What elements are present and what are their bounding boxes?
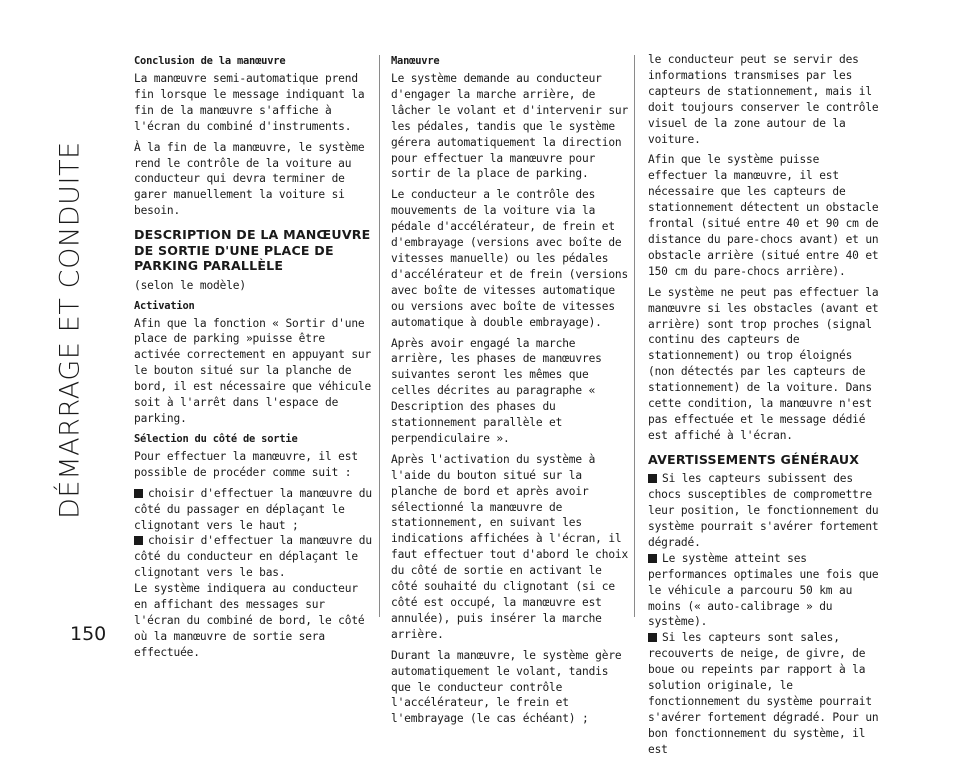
paragraph: Pour effectuer la manœuvre, il est possible de procéder comme suit : [134,449,358,479]
list-item: choisir d'effectuer la manœuvre du côté du conducteur en déplaçant le clignotant vers le bas. [134,534,372,580]
paragraph: Le système ne peut pas effectuer la manœuvre si les obstacles (avant et arrière) sont trop proches (signal continu des capteurs de stationnement) ou trop éloignés (non détectés par les capteurs de stationnement) de la voiture. Dans cette condition, la manœuvre n'est pas effectuée et le message dédié est affiché à l'écran. [648,285,879,442]
column-3 [648,52,880,758]
paragraph: Afin que la fonction « Sortir d'une place de parking »puisse être activée correctement en appuyant sur le bouton situé sur la planche de bord, il est nécessaire que véhicule soit à l'arrêt dans l'espace de parking. [134,316,372,425]
paragraph: le conducteur peut se servir des informations transmises par les capteurs de stationnement, mais il doit toujours conserver le contrôle visuel de la zone autour de la voiture. [648,53,879,146]
paragraph: Après l'activation du système à l'aide du bouton situé sur la planche de bord et après avoir sélectionné la manœuvre de stationnement, en suivant les indications affichées à l'écran, il faut effectuer tout d'abord le choix du côté de sortie en activant le côté souhaité du clignotant (si ce côté est occupé, la manœuvre est annulée), puis insérer la marche arrière. [391,452,629,641]
section-heading-exit-maneuver: DESCRIPTION DE LA MANŒUVRE DE SORTIE D'UNE PLACE DE PARKING PARALLÈLE [134,227,371,274]
paragraph: Durant la manœuvre, le système gère automatiquement le volant, tandis que le conducteur contrôle l'accélérateur, le frein et l'embrayage (le cas échéant) ; [391,648,622,726]
bullet-icon [134,489,143,498]
paragraph: Le système demande au conducteur d'engager la marche arrière, de lâcher le volant et d'intervenir sur les pédales, tandis que le système gérera automatiquement la direction pour effectuer la manœuvre pour sortir de la place de parking. [391,72,629,181]
subheading-maneuver: Manœuvre [391,55,440,67]
paragraph: Le système indiquera au conducteur en affichant des messages sur l'écran du combiné de bord, le côté où la manœuvre de sortie sera effectuée. [134,582,365,659]
paragraph: Le conducteur a le contrôle des mouvements de la voiture via la pédale d'accélérateur, de frein et d'embrayage (versions avec boîte de vitesses manuelle) ou les pédales d'accélérateur et de frein (versions avec boîte de vitesses automatique ou versions avec boîte de vitesses automatique à double embrayage). [391,188,629,329]
list-item: choisir d'effectuer la manœuvre du côté du passager en déplaçant le clignotant vers le haut ; [134,486,372,532]
bullet-icon [134,536,143,545]
column-1 [134,52,372,666]
paragraph: (selon le modèle) [134,278,246,292]
list-item: Si les capteurs sont sales, recouverts de neige, de givre, de boue ou repeints par rapport à la solution originale, le fonctionnement du système pourrait s'avérer fortement dégradé. Pour un bon fonctionnement du système, il est [648,631,879,756]
paragraph: À la fin de la manœuvre, le système rend le contrôle de la voiture au conducteur qui devra terminer de garer manuellement la voiture si besoin. [134,140,365,218]
list-item: Le système atteint ses performances optimales une fois que le véhicule a parcouru 50 km au moins (« auto-calibrage » du système). [648,551,879,629]
bullet-icon [648,633,657,642]
chapter-title: DÉMARRAGE ET CONDUITE [54,141,86,519]
column-2 [391,52,629,732]
paragraph: Après avoir engagé la marche arrière, les phases de manœuvres suivantes seront les mêmes que celles décrites au paragraphe « Description des phases du stationnement parallèle et perpendiculaire ». [391,336,602,445]
bullet-icon [648,474,657,483]
section-heading-general-warnings: AVERTISSEMENTS GÉNÉRAUX [648,451,860,467]
page-number: 150 [70,623,107,645]
column-divider [379,55,380,617]
subheading-activation: Activation [134,299,195,312]
list-item: Si les capteurs subissent des chocs susceptibles de compromettre leur position, le fonctionnement du système pourrait s'avérer fortement dégradé. [648,472,879,549]
subheading-exit-side: Sélection du côté de sortie [134,432,298,445]
paragraph: La manœuvre semi-automatique prend fin lorsque le message indiquant la fin de la manœuvre s'affiche à l'écran du combiné d'instruments. [134,72,365,133]
column-divider [634,55,635,617]
bullet-icon [648,554,657,563]
subheading-conclusion: Conclusion de la manœuvre [134,55,286,67]
paragraph: Afin que le système puisse effectuer la manœuvre, il est nécessaire que les capteurs de stationnement détectent un obstacle frontal (situé entre 40 et 90 cm de distance du pare-chocs avant) et un obstacle arrière (situé entre 40 et 150 cm du pare-chocs arrière). [648,153,879,278]
